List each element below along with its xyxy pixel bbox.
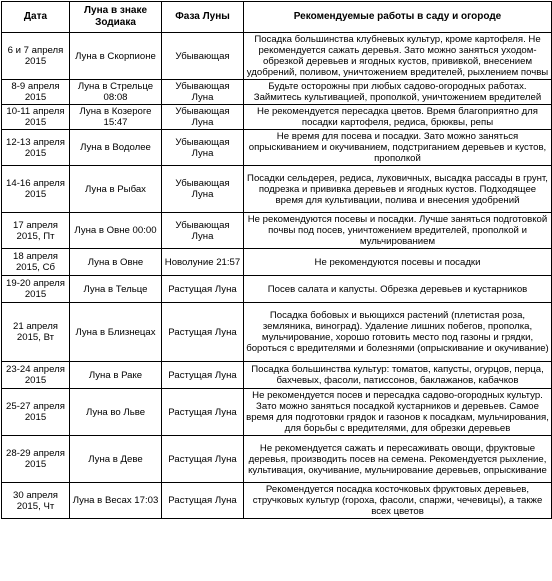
cell-work: Рекомендуется посадка косточковых фруктовых деревьев, стручковых культур (гороха, фасоли, спаржи, чечевицы), а также всех цветов — [244, 483, 552, 519]
cell-work: Не рекомендуется сажать и пересаживать овощи, фруктовые деревья, производить посев на семена. Рекомендуется рыхление, культивация, окучивание, мульчирование деревьев, опрыскивание — [244, 436, 552, 483]
cell-moon-sign: Луна в Водолее — [70, 130, 162, 166]
header-work: Рекомендуемые работы в саду и огороде — [244, 2, 552, 33]
cell-date: 21 апреля 2015, Вт — [2, 303, 70, 362]
cell-work: Будьте осторожны при любых садово-огородных работах. Займитесь культивацией, прополкой, уничтожением вредителей — [244, 80, 552, 105]
cell-date: 12-13 апреля 2015 — [2, 130, 70, 166]
cell-phase: Убывающая Луна — [162, 130, 244, 166]
cell-date: 19-20 апреля 2015 — [2, 276, 70, 303]
table-body — [2, 33, 552, 519]
cell-phase: Растущая Луна — [162, 483, 244, 519]
cell-date: 25-27 апреля 2015 — [2, 389, 70, 436]
table-row — [2, 436, 552, 483]
table-row — [2, 303, 552, 362]
table-row — [2, 80, 552, 105]
header-phase: Фаза Луны — [162, 2, 244, 33]
table-row — [2, 483, 552, 519]
cell-phase: Растущая Луна — [162, 303, 244, 362]
cell-date: 10-11 апреля 2015 — [2, 105, 70, 130]
cell-moon-sign: Луна в Стрельце 08:08 — [70, 80, 162, 105]
cell-moon-sign: Луна в Весах 17:03 — [70, 483, 162, 519]
cell-moon-sign: Луна в Козероге 15:47 — [70, 105, 162, 130]
cell-moon-sign: Луна в Тельце — [70, 276, 162, 303]
cell-work: Не время для посева и посадки. Зато можно заняться опрыскиванием и окучиванием, подстриганием деревьев и кустов, прополкой — [244, 130, 552, 166]
cell-phase: Убывающая Луна — [162, 105, 244, 130]
cell-moon-sign: Луна в Близнецах — [70, 303, 162, 362]
table-row — [2, 33, 552, 80]
table-row — [2, 213, 552, 249]
lunar-garden-calendar-table — [1, 1, 552, 519]
table-row — [2, 105, 552, 130]
cell-date: 8-9 апреля 2015 — [2, 80, 70, 105]
cell-phase: Растущая Луна — [162, 436, 244, 483]
cell-date: 28-29 апреля 2015 — [2, 436, 70, 483]
cell-moon-sign: Луна в Овне — [70, 249, 162, 276]
cell-work: Не рекомендуются посевы и посадки. Лучше заняться подготовкой почвы под посев, уничтожением вредителей, прополкой и мульчированием — [244, 213, 552, 249]
cell-moon-sign: Луна в Скорпионе — [70, 33, 162, 80]
cell-date: 18 апреля 2015, Сб — [2, 249, 70, 276]
table-row — [2, 249, 552, 276]
cell-moon-sign: Луна в Овне 00:00 — [70, 213, 162, 249]
table-row — [2, 130, 552, 166]
header-row — [2, 2, 552, 33]
table-header — [2, 2, 552, 33]
table-row — [2, 166, 552, 213]
cell-phase: Новолуние 21:57 — [162, 249, 244, 276]
cell-moon-sign: Луна во Льве — [70, 389, 162, 436]
cell-work: Не рекомендуются посевы и посадки — [244, 249, 552, 276]
cell-date: 30 апреля 2015, Чт — [2, 483, 70, 519]
cell-work: Не рекомендуется посев и пересадка садово-огородных культур. Зато можно заняться посадкой кустарников и деревьев. Самое время для подготовки грядок и газонов к посадкам, мульчирования, для борьбы с вредителями, для обрезки деревьев — [244, 389, 552, 436]
cell-work: Посадка большинства клубневых культур, кроме картофеля. Не рекомендуется сажать деревья. Зато можно заняться уходом-обрезкой деревьев и ягодных кустов, прививкой, внесением удобрений, поливом, уничтожением вредителей, рыхлением почвы — [244, 33, 552, 80]
cell-moon-sign: Луна в Деве — [70, 436, 162, 483]
cell-work: Посадки сельдерея, редиса, луковичных, высадка рассады в грунт, подрезка и прививка деревьев и ягодных кустов. Подходящее время для культивации, полива и внесения удобрений — [244, 166, 552, 213]
cell-phase: Растущая Луна — [162, 389, 244, 436]
cell-work: Не рекомендуется пересадка цветов. Время благоприятно для посадки картофеля, редиса, брюквы, репы — [244, 105, 552, 130]
cell-work: Посадка большинства культур: томатов, капусты, огурцов, перца, бахчевых, фасоли, патиссонов, баклажанов, кабачков — [244, 362, 552, 389]
table-row — [2, 362, 552, 389]
cell-phase: Растущая Луна — [162, 362, 244, 389]
cell-phase: Растущая Луна — [162, 276, 244, 303]
header-date: Дата — [2, 2, 70, 33]
cell-phase: Убывающая Луна — [162, 80, 244, 105]
header-moon-sign: Луна в знаке Зодиака — [70, 2, 162, 33]
cell-work: Посев салата и капусты. Обрезка деревьев и кустарников — [244, 276, 552, 303]
cell-date: 17 апреля 2015, Пт — [2, 213, 70, 249]
cell-moon-sign: Луна в Рыбах — [70, 166, 162, 213]
table-row — [2, 276, 552, 303]
cell-phase: Убывающая Луна — [162, 213, 244, 249]
cell-phase: Убывающая Луна — [162, 166, 244, 213]
table-row — [2, 389, 552, 436]
cell-moon-sign: Луна в Раке — [70, 362, 162, 389]
cell-date: 23-24 апреля 2015 — [2, 362, 70, 389]
cell-date: 6 и 7 апреля 2015 — [2, 33, 70, 80]
cell-date: 14-16 апреля 2015 — [2, 166, 70, 213]
cell-phase: Убывающая — [162, 33, 244, 80]
cell-work: Посадка бобовых и вьющихся растений (плетистая роза, земляника, виноград). Удаление лишних побегов, прополка, мульчирование, хорошо готовить место под газоны и грядки, бороться с вредителями и болезнями (опрыскивание и окучивание) — [244, 303, 552, 362]
